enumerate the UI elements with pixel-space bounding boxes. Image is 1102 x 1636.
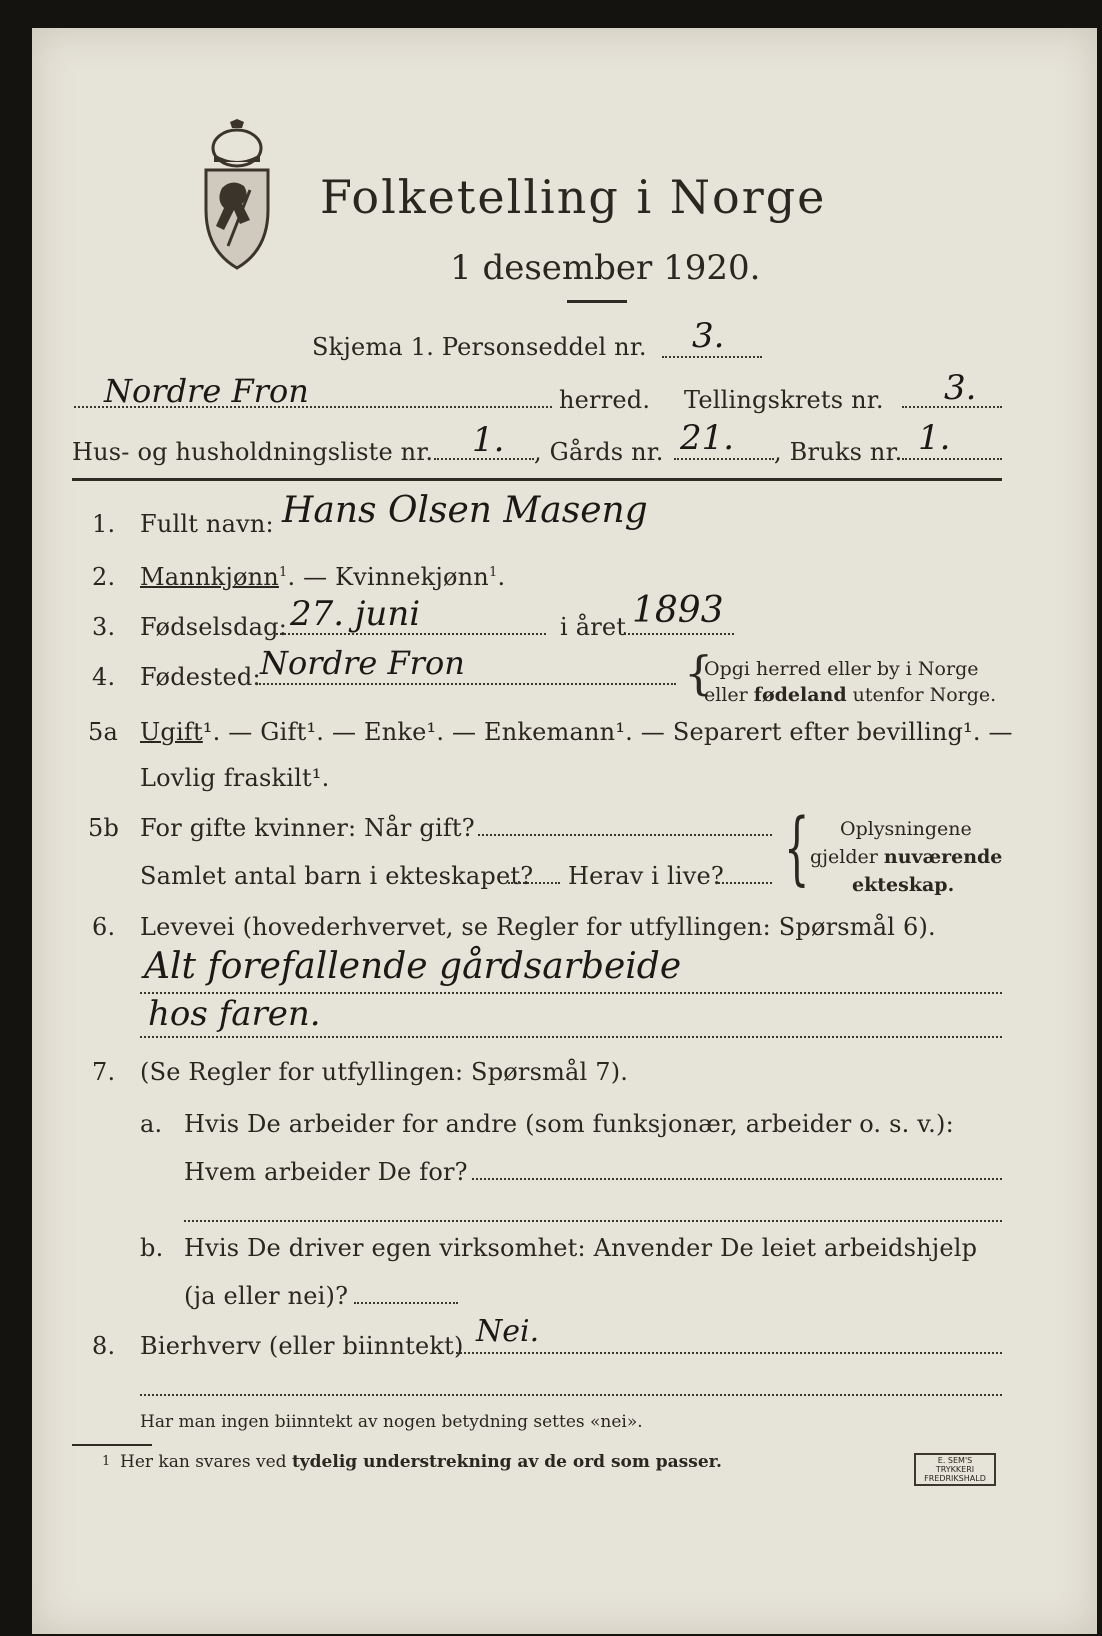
q1-full-name: Hans Olsen Maseng (282, 490, 648, 531)
q7-label: (Se Regler for utfyllingen: Spørsmål 7). (140, 1058, 629, 1086)
q5b-label1: For gifte kvinner: Når gift? (140, 814, 475, 842)
q2-gender-options (140, 563, 505, 591)
form-title: Folketelling i Norge (320, 170, 827, 224)
tellingskrets-value: 3. (944, 368, 977, 408)
q5b-number: 5b (88, 814, 120, 842)
q3-year-line (624, 633, 734, 635)
footnote-text-a: Her kan svares ved (120, 1452, 292, 1472)
q5b-note2 (810, 846, 1002, 868)
q4-note-line2 (704, 684, 996, 706)
herred-label: herred. (559, 386, 651, 414)
q7b-line (354, 1302, 458, 1304)
gaards-value: 21. (680, 418, 735, 458)
q1-label: Fullt navn: (140, 510, 274, 538)
q4-label: Fødested: (140, 663, 261, 691)
gaards-line (674, 458, 774, 460)
bruks-value: 1. (918, 418, 951, 458)
q6-occupation-line1: Alt forefallende gårdsarbeide (144, 946, 682, 987)
q4-birthplace-line (256, 683, 676, 685)
q4-brace: { (684, 646, 714, 700)
q2-male-option: Mannkjønn (140, 563, 279, 591)
q5a-options (140, 718, 1013, 746)
footnote-rule (72, 1444, 152, 1446)
q5a-other-options: ¹. — Gift¹. — Enke¹. — Enkemann¹. — Separert efter bevilling¹. — (202, 718, 1013, 746)
q7a-text: Hvis De arbeider for andre (som funksjonær, arbeider o. s. v.): (184, 1110, 954, 1138)
q8-value: Nei. (476, 1314, 540, 1349)
q5b-label3: Herav i live? (568, 862, 724, 890)
q4-number: 4. (92, 663, 116, 691)
q1-number: 1. (92, 510, 116, 538)
bruks-label: , Bruks nr. (774, 438, 903, 466)
printer-stamp-line1: E. SEM'S TRYKKERI (935, 1456, 975, 1474)
q4-note2-c: utenfor Norge. (846, 684, 997, 706)
printer-stamp-line2: FREDRIKSHALD (924, 1474, 986, 1483)
q3-label: Fødselsdag: (140, 613, 287, 641)
herred-value: Nordre Fron (104, 372, 309, 410)
gaards-label: , Gårds nr. (534, 438, 664, 466)
q4-note-line1: Opgi herred eller by i Norge (704, 658, 979, 680)
q5b-label2: Samlet antal barn i ekteskapet? (140, 862, 534, 890)
q7a-text2: Hvem arbeider De for? (184, 1158, 468, 1186)
tellingskrets-label: Tellingskrets nr. (684, 386, 884, 414)
header-divider (72, 478, 1002, 481)
footnote-text (120, 1452, 722, 1472)
q2-female-option: Kvinnekjønn (335, 563, 489, 591)
q7b-text: Hvis De driver egen virksomhet: Anvender De leiet arbeidshjelp (184, 1234, 978, 1262)
q7a-line2 (184, 1220, 1002, 1222)
q2-separator: . — (287, 563, 336, 591)
q3-year-value: 1893 (632, 590, 724, 631)
q4-note2-a: eller (704, 684, 754, 706)
q2-footnote-mark-1: 1 (278, 565, 288, 580)
q7-number: 7. (92, 1058, 116, 1086)
personseddel-value: 3. (692, 316, 725, 356)
q5a-ugift-option: Ugift (140, 718, 203, 746)
q5b-note2-a: gjelder (810, 846, 884, 868)
q6-number: 6. (92, 913, 116, 941)
q3-year-label: i året (560, 613, 627, 641)
personseddel-line (662, 356, 762, 358)
schema-label: Skjema 1. Personseddel nr. (312, 333, 647, 361)
q3-number: 3. (92, 613, 116, 641)
husliste-label: Hus- og husholdningsliste nr. (72, 438, 434, 466)
q3-birthday-value: 27. juni (290, 594, 421, 634)
q2-number: 2. (92, 563, 116, 591)
q2-end: . (497, 563, 506, 591)
q5a-number: 5a (88, 718, 118, 746)
footnote-number: 1 (102, 1454, 111, 1469)
coat-of-arms-icon (192, 118, 282, 278)
census-date: 1 desember 1920. (450, 248, 761, 288)
q7a-letter: a. (140, 1110, 163, 1138)
q6-occupation-line2: hos faren. (148, 994, 321, 1034)
q8-line2 (140, 1394, 1002, 1396)
q5b-children-line (508, 882, 560, 884)
q7a-line1 (472, 1178, 1002, 1180)
q5b-married-line (478, 834, 772, 836)
q6-line2 (140, 1036, 1002, 1038)
q5b-note1: Oplysningene (840, 818, 972, 840)
q5b-note3: ekteskap. (852, 874, 955, 896)
q5b-note2-b: nuværende (883, 846, 1003, 868)
q4-birthplace-value: Nordre Fron (260, 644, 465, 682)
printer-stamp (914, 1453, 996, 1486)
bruks-line (902, 458, 1002, 460)
q8-number: 8. (92, 1332, 116, 1360)
q5b-alive-line (718, 882, 772, 884)
q5b-brace: { (784, 801, 810, 894)
q7b-letter: b. (140, 1234, 164, 1262)
footnote-text-b: tydelig understrekning av de ord som passer. (291, 1452, 722, 1472)
q8-label: Bierhverv (eller biinntekt) (140, 1332, 464, 1360)
husliste-value: 1. (472, 420, 505, 460)
census-form (32, 28, 1097, 1634)
title-divider (567, 300, 627, 303)
q4-note2-b: fødeland (753, 684, 847, 706)
q5a-line2: Lovlig fraskilt¹. (140, 764, 330, 792)
bottom-note: Har man ingen biinntekt av nogen betydning settes «nei». (140, 1412, 643, 1432)
q6-label: Levevei (hovederhvervet, se Regler for utfyllingen: Spørsmål 6). (140, 913, 936, 941)
q7b-text2: (ja eller nei)? (184, 1282, 349, 1310)
q8-line1 (456, 1352, 1002, 1354)
q2-footnote-mark-2: 1 (488, 565, 498, 580)
